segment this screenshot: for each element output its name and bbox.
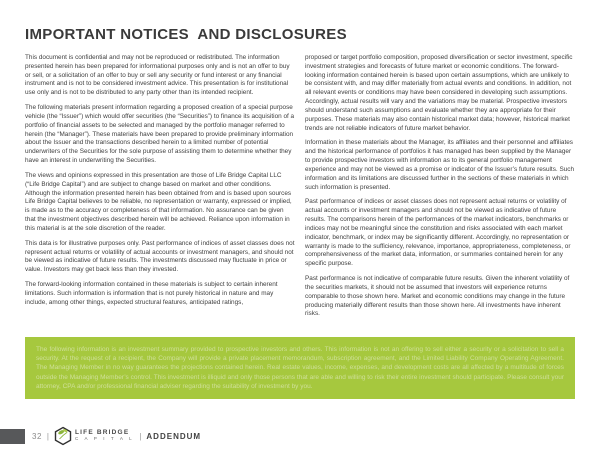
disclosure-paragraph: proposed or target portfolio composition, proposed diversification or sector investment, specific investment strategies and forecasts of future market or economic conditions. The forward-looking information contained herein is based upon certain assumptions, which are unlikely to be consistent with, and may differ materially from actual events and conditions. In addition, not all relevant events or conditions may have been considered in developing such assumptions. Accordingly, actual results will vary and the variations may be material. Prospective investors should understand such assumptions and evaluate whether they are appropriate for their purposes. These materials may also contain historical market data; however, historical market trends are not reliable indicators of future market behavior.	[305, 54, 573, 132]
page-number: 32	[32, 431, 42, 441]
disclosure-paragraph: This document is confidential and may not be reproduced or redistributed. The information presented herein has been prepared for informational purposes only and is not an offer to buy or sell, or a solicitation of an offer to buy or sell any security or fund interest or any financial instrument and is not to be considered investment advice. This presentation is for institutional use only and is not to be distributed to any party other than its intended recipient.	[25, 54, 290, 97]
disclosure-paragraph: The following materials present information regarding a proposed creation of a special purpose vehicle (the “Issuer”) which would offer securities (the “Securities”) to finance its acquisition of a portfolio of financial assets to be selected and managed by the portfolio manager referred to herein (the “Manager”). These materials have been prepared to provide preliminary information about the Issuer and the transactions described herein to a limited number of potential underwriters of the Securities for the sole purpose of assisting them to determine whether they have an interest in underwriting the Securities.	[25, 104, 295, 165]
disclosure-columns	[25, 54, 575, 325]
brand-name: LIFE BRIDGE	[74, 429, 130, 437]
brand-subtitle: C A P I T A L	[74, 436, 135, 441]
right-column	[305, 54, 575, 325]
footer	[0, 426, 600, 446]
section-separator: |	[139, 431, 142, 441]
disclosure-paragraph: The views and opinions expressed in this presentation are those of Life Bridge Capital LLC (“Life Bridge Capital”) and are subject to change based on market and other conditions. Although the information presented herein has been obtained from and is based upon sources Life Bridge Capital believes to be reliable, no representation or warranty, expressed or implied, is made as to the accuracy or completeness of that information. No assurance can be given that the investment objectives described herein will be achieved. Reliance upon information in this material is at the sole discretion of the reader.	[25, 171, 292, 232]
footer-accent-bar	[0, 429, 25, 444]
section-label: ADDENDUM	[146, 431, 202, 441]
left-column	[25, 54, 295, 325]
disclosure-paragraph: Past performance of indices or asset classes does not represent actual returns or volatility of actual accounts or investment managers and should not be viewed as indicative of future results. The comparisons herein of the performances of the market indicators, benchmarks or indices may not be meaningful since the constitution and risks associated with each market indicator, benchmark, or index may be significantly different. Accordingly, no representation or warranty is made to the sufficiency, relevance, importance, appropriateness, completeness, or comprehensiveness of the market data, information, or summaries contained herein for any specific purpose.	[305, 198, 571, 268]
brand-text	[75, 430, 134, 442]
investment-summary-notice: The following information is an investment summary provided to prospective investors and others. This information is not an offering to sell either a security or a solicitation to sell a security. At the request of a recipient, the Company will provide a private placement memorandum, subscription agreement, and the Limited Liability Company Operating Agreement. The Managing Member in no way guarantees the projections contained herein. Real estate values, income, expenses, and development costs are all affected by a multitude of forces outside the Managing Member’s control. This investment is illiquid and only those persons that are able and willing to risk their entire investment should participate. Please consult your attorney, CPA and/or professional financial adviser regarding the suitability of investment by you.	[25, 337, 575, 399]
page-title: IMPORTANT NOTICES AND DISCLOSURES	[25, 26, 347, 43]
footer-separator: |	[46, 431, 49, 441]
disclosure-paragraph: Information in these materials about the Manager, its affiliates and their personnel and affiliates and the historical performance of portfolios it has managed has been supplied by the Manager to provide prospective investors with information as to its general portfolio management experience and may not be viewed as a promise or indicator of the Issuer’s future results. Such information and its limitations are discussed further in the sections of these materials in which such information is presented.	[305, 139, 575, 191]
disclosure-paragraph: This data is for illustrative purposes only. Past performance of indices of asset classes does not represent actual returns or volatility of actual accounts or investment managers, and should not be viewed as indicative of future results. The investments discussed may fluctuate in price or value. Investors may get back less than they invested.	[25, 239, 295, 274]
disclosure-paragraph: Past performance is not indicative of comparable future results. Given the inherent volatility of the securities markets, it should not be assumed that investors will experience returns comparable to those shown here. Market and economic conditions may change in the future producing materially different results than those shown here. All investments have inherent risks.	[305, 275, 570, 318]
hexagon-leaf-logo-icon	[54, 426, 72, 446]
company-logo	[54, 426, 134, 446]
disclosure-paragraph: The forward-looking information contained in these materials is subject to certain inherent limitations. Such information is information that is not purely historical in nature and may include, among other things, expected structural features, anticipated ratings,	[25, 281, 278, 306]
slide-content	[25, 26, 575, 325]
